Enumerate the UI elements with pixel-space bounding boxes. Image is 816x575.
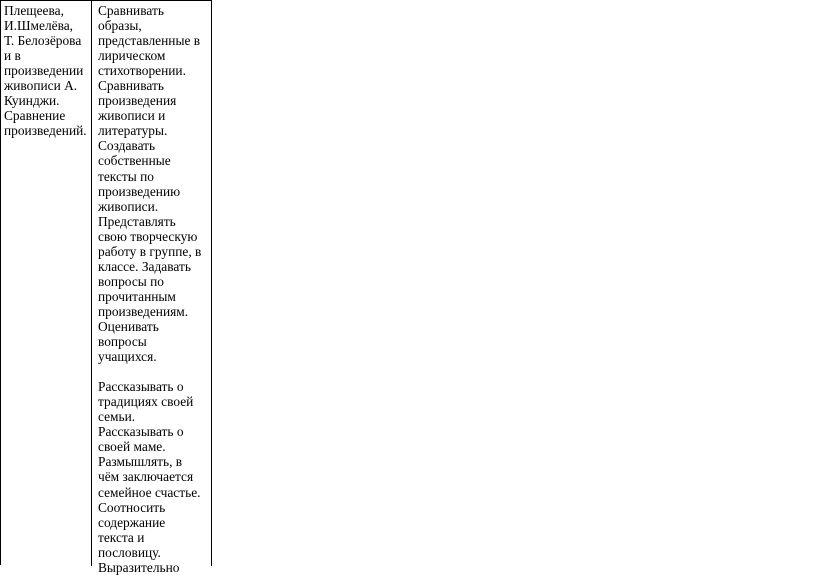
lesson-table xyxy=(0,0,212,575)
table-right-border xyxy=(211,1,212,566)
topic-cell: Плещеева, И.Шмелёва, Т. Белозёрова и в произведении живописи А. Куинджи. Сравнение произведений. xyxy=(4,3,87,139)
activities-cell: Сравнивать образы, представленные в лирическом стихотворении. Сравнивать произведения живописи и литературы. Создавать собственные тексты по произведению живописи. Представлять свою творческую работу в группе, в классе. Задавать вопросы по прочитанным произведениям. Оценивать вопросы учащихся. Рассказывать о традициях своей семьи. Рассказывать о своей маме. Размышлять, в чём заключается семейное счастье. Соотносить содержание текста и пословицу. Выразительно xyxy=(98,3,202,575)
column-divider xyxy=(91,1,92,566)
